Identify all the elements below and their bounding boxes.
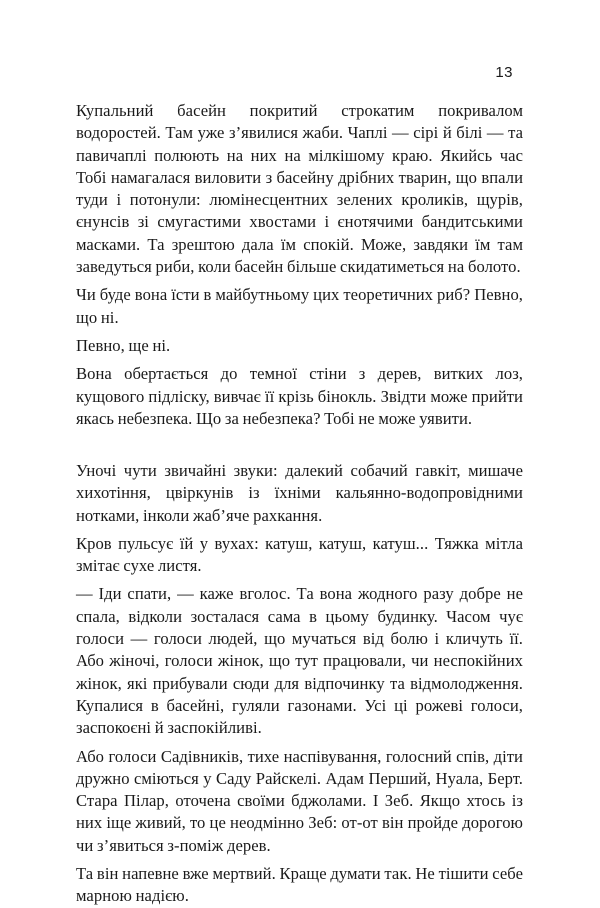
paragraph: Купальний басейн покритий строкатим покривалом водоростей. Там уже з’явилися жаби. Чаплі — сірі й білі — та павичаплі полюють на них на мілкішому краю. Якийсь час Тобі намагалася виловити з басейну дрібних тварин, що впали туди і потонули: люмінесцентних зелених кроликів, щурів, єнунсів зі смугастими хвостами і єнотячими бандитськими масками. Та зрештою дала їм спокій. Може, завдяки їм там заведуться риби, коли басейн більше скидатиметься на болото. (76, 101, 523, 277)
paragraph: Кров пульсує їй у вухах: катуш, катуш, катуш... Тяжка мітла змітає сухе листя. (76, 533, 523, 576)
paragraph: Або голоси Садівників, тихе наспівування, голосний спів, діти дружно сміються у Саду Райскелі. Адам Перший, Нуала, Берт. Стара Пілар, оточена своїми бджолами. І Зеб. Якщо хтось із них іще живий, то це неодмінно Зеб: от-от він пройде дорогою чи з’явиться з-поміж дерев. (76, 746, 523, 855)
paragraph: Уночі чути звичайні звуки: далекий собачий гавкіт, мишаче хихотіння, цвіркунів із їхніми кальянно-водопровідними нотками, інколи жаб’яче рахкання. (76, 461, 523, 525)
paragraph: Певно, ще ні. (76, 335, 171, 355)
text-section-1 (76, 100, 523, 430)
page-number: 13 (495, 64, 513, 81)
paragraph: Та він напевне вже мертвий. Краще думати так. Не тішити себе марною надією. (76, 864, 523, 906)
paragraph: — Іди спати, — каже вголос. Та вона жодного разу добре не спала, відколи зосталася сама в цьому будинку. Часом чує голоси — голоси людей, що мучаться від болю і кличуть її. Або жіночі, голоси жінок, що тут працювали, чи неспокійних жінок, які прибували сюди для відпочинку та відмолодження. Купалися в басейні, гуляли газонами. Усі ці рожеві голоси, заспокоєні й заспокійливі. (76, 584, 523, 738)
paragraph: Вона обертається до темної стіни з дерев, витких лоз, кущового підліску, вивчає її крізь бінокль. Звідти може прийти якась небезпека. Що за небезпека? Тобі не може уявити. (76, 364, 523, 428)
paragraph: Чи буде вона їсти в майбутньому цих теоретичних риб? Певно, що ні. (76, 285, 523, 327)
text-section-2 (76, 460, 523, 908)
